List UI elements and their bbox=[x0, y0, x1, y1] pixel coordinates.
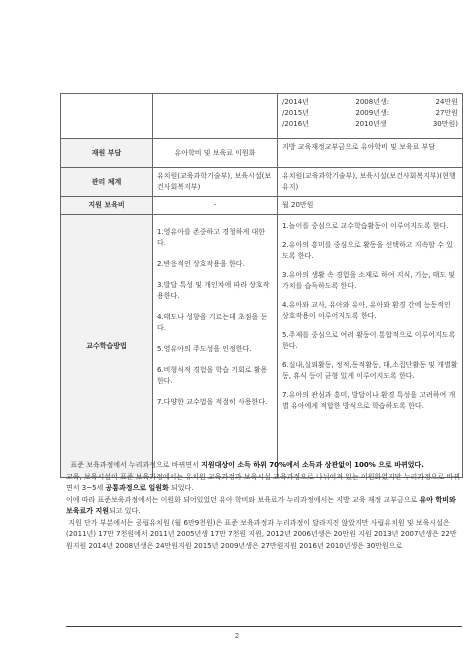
list-item: 6.비형식적 경험을 학습 기회로 활용한다. bbox=[157, 366, 268, 385]
list-item: 2.유아의 흥미를 중심으로 활동을 선택하고 지속할 수 있도록 한다. bbox=[282, 241, 454, 260]
comparison-table bbox=[60, 93, 463, 478]
table-row-methods bbox=[61, 215, 463, 478]
table-row bbox=[61, 197, 463, 215]
method-list-standard bbox=[153, 215, 278, 478]
row-cell: - bbox=[153, 197, 278, 215]
row-label: 교수학습방법 bbox=[61, 215, 153, 478]
empty-label-cell bbox=[61, 94, 153, 139]
list-item: 3.발달 특성 및 개인차에 따라 상호작용한다. bbox=[157, 281, 270, 300]
support-line: /2016년 2010년생 30만원) bbox=[282, 120, 458, 128]
page-number: 2 bbox=[234, 632, 240, 640]
row-cell: 월 20만원 bbox=[278, 197, 463, 215]
support-line: /2015년 2009년생: 27만원 bbox=[282, 109, 458, 117]
row-cell: 지방 교육재정교부금으로 유아학비 및 보육료 부담 bbox=[278, 139, 463, 168]
list-item: 7.유아의 관심과 흥미, 발달이나 환경 특성을 고려하여 개별 유아에게 적합한 방식으로 학습하도록 한다. bbox=[282, 391, 456, 410]
empty-col1-cell bbox=[153, 94, 278, 139]
paragraph: 표준 보육과정에서 누리과정으로 바뀌면서 지원대상이 소득 하위 70%에서 소득과 상관없이 100% 으로 바뀌었다. bbox=[70, 461, 424, 469]
list-item: 1.영유아를 존중하고 경청하게 대한다. bbox=[157, 228, 266, 247]
list-item: 3.유아의 생활 속 경험을 소재로 하여 지식, 기능, 태도 및 가치를 습득하도록 한다. bbox=[282, 271, 456, 290]
table-row-top bbox=[61, 94, 463, 139]
paragraph: 교육, 보육시설이 표준 보육과정에서는 유치원 교육과정과 보육시설 교육과정으로 나뉘어져 있는 이원화였지만 누리과정으로 바뀌면서 3~5세 공통과정으로 일원화 되었다. bbox=[66, 472, 461, 492]
row-label: 관리 체계 bbox=[61, 168, 153, 197]
paragraph: 이에 따라 표준보육과정에서는 이원화 되어있었던 유아 학비와 보육료가 누리과정에서는 지방 교육 재정 교부금으로 유아 학비와 보육료가 지원되고 있다. bbox=[66, 495, 456, 515]
list-item: 5.영유아의 주도성을 인정한다. bbox=[157, 345, 252, 353]
table-row bbox=[61, 168, 463, 197]
paragraph: 지원 단가 부분에서는 공립유치원 (월 6만9천원)은 표준 보육과정과 누리과정이 달라지진 않았지만 사립유치원 및 보육시설은 (2011년) 17만 7천원에서 2011년 2005년생 17만 7천원 지원, 2012년 2006년생은 20만원 지원 2013년 2007년생은 22만원지원 2014년 2008년생은 24만원지원 2015년 2009년생은 27만원지원 2016년 2010년생은 30만원으로 bbox=[66, 518, 457, 550]
row-cell: 유치원(교육과학기술부), 보육시설(보건사회복지부) bbox=[153, 168, 278, 197]
row-label: 재원 부담 bbox=[61, 139, 153, 168]
list-item: 2.반응적인 상호작용을 한다. bbox=[157, 260, 245, 268]
list-item: 1.놀이를 중심으로 교수학습활동이 이루어지도록 한다. bbox=[282, 222, 449, 230]
support-amount-cell bbox=[278, 94, 463, 139]
list-item: 5.주제를 중심으로 여러 활동이 통합적으로 이루어지도록 한다. bbox=[282, 331, 456, 350]
footer-rule bbox=[66, 626, 462, 627]
list-item: 7.다양한 교수법을 적절히 사용한다. bbox=[157, 398, 268, 406]
row-cell: 유아학비 및 보육료 이원화 bbox=[153, 139, 278, 168]
support-line: /2014년 2008년생: 24만원 bbox=[282, 98, 458, 106]
method-list-nuri bbox=[278, 215, 463, 478]
table-row bbox=[61, 139, 463, 168]
list-item: 6.실내,실외활동, 정적,동적활동, 대,소집단활동 및 개별활동, 휴식 등이 균형 있게 이루어지도록 한다. bbox=[282, 361, 458, 380]
list-item: 4.태도나 성향을 기르는데 초점을 둔다. bbox=[157, 313, 268, 332]
body-text bbox=[66, 460, 462, 552]
row-label: 지원 보육비 bbox=[61, 197, 153, 215]
list-item: 4.유아와 교사, 유아와 유아, 유아와 환경 간에 능동적인 상호작용이 이루어지도록 한다. bbox=[282, 301, 451, 320]
row-cell: 유치원(교육과학기술부), 보육시설(보건사회복지부)(현행유지) bbox=[278, 168, 463, 197]
